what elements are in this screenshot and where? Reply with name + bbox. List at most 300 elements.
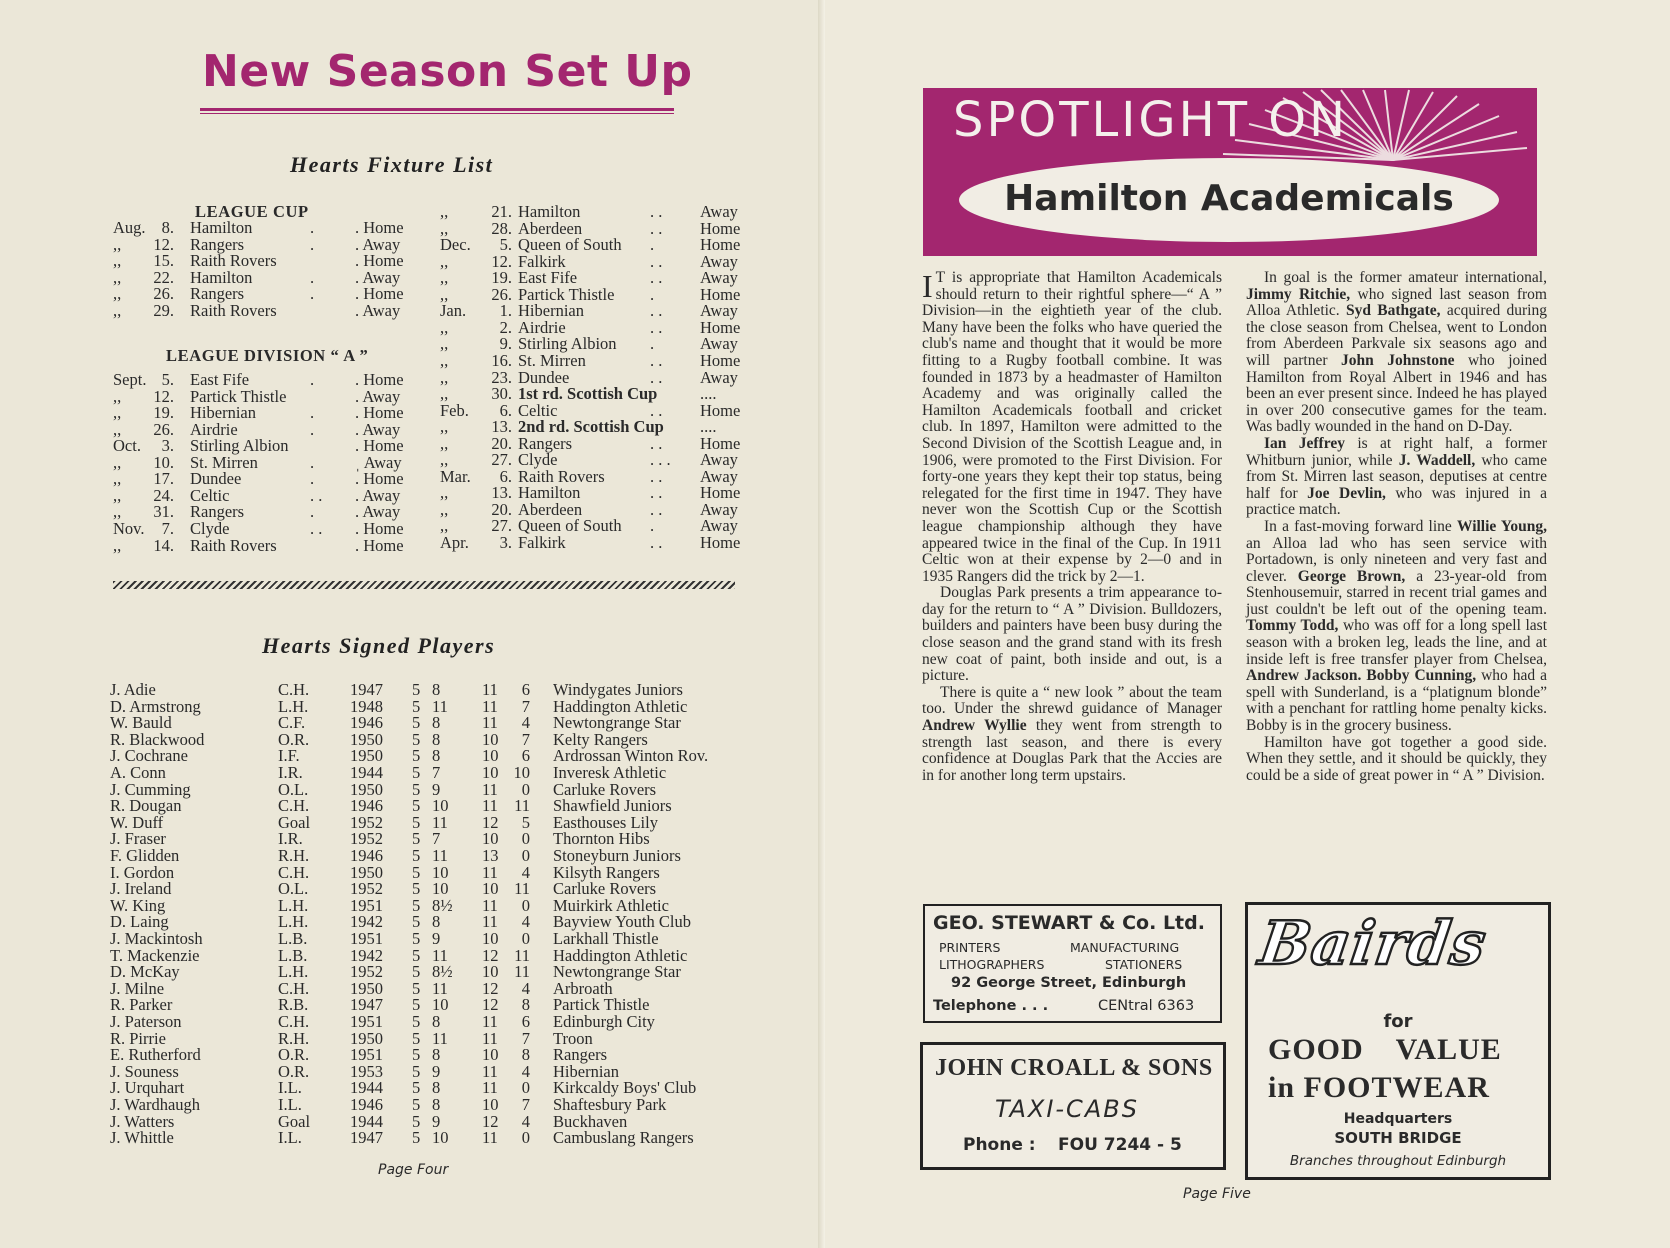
player-n: A. Conn	[110, 763, 166, 782]
player-ft: 5	[412, 763, 421, 782]
player-ft: 5	[412, 1028, 421, 1048]
fixture-leader: .	[310, 267, 315, 287]
player-st: 10	[482, 1095, 499, 1114]
fixture-month: Feb.	[440, 400, 469, 420]
player-p: R.H.	[278, 1028, 310, 1048]
player-y: 1952	[350, 812, 383, 832]
article-paragraph: Hamilton have got together a good side. When they settle, and it should be quickly, they could be a side of great power in “ A ” Division.	[1246, 733, 1547, 784]
player-ft: 5	[412, 895, 421, 915]
fixture-venue: Away	[700, 251, 738, 271]
player-y: 1947	[350, 995, 383, 1015]
fixture-team: East Fife	[190, 370, 250, 389]
player-ft: 5	[412, 713, 421, 733]
player-y: 1950	[350, 746, 383, 766]
bairds-line2: in FOOTWEAR	[1268, 1071, 1490, 1104]
fixture-leader: .	[310, 370, 315, 389]
player-c: Arbroath	[553, 978, 613, 998]
fixture-team: Aberdeen	[518, 218, 583, 238]
player-in: 8	[432, 1095, 441, 1114]
player-in: 8½	[432, 895, 453, 915]
player-st: 11	[482, 1128, 498, 1148]
player-in: 9	[432, 1111, 441, 1131]
fixture-month: ,,	[440, 334, 449, 354]
fixture-month: ,,	[440, 483, 449, 503]
player-in: 11	[432, 696, 448, 716]
player-p: I.R.	[278, 829, 303, 849]
fixture-leader: . .	[650, 251, 663, 271]
player-lb: 0	[521, 1128, 530, 1148]
fixture-team: Celtic	[518, 400, 558, 420]
fixture-venue: Away	[700, 202, 738, 221]
fixture-month: ,,	[440, 268, 449, 288]
player-lb: 11	[514, 962, 530, 982]
player-lb: 7	[521, 729, 530, 749]
fixture-leader: .	[650, 516, 655, 536]
player-st: 11	[482, 1078, 498, 1098]
croall-phone-label: Phone :	[963, 1135, 1036, 1155]
player-y: 1944	[350, 763, 383, 782]
page-title: New Season Set Up	[202, 46, 693, 97]
fixture-team: Queen of South	[518, 516, 622, 536]
fixture-venue: . Away	[355, 300, 401, 320]
player-c: Shaftesbury Park	[553, 1095, 667, 1114]
fixture-month: ,,	[113, 251, 122, 271]
player-lb: 5	[521, 812, 530, 832]
fixture-venue: . Away	[355, 485, 401, 505]
player-ft: 5	[412, 1012, 421, 1031]
fixture-team: 1st rd. Scottish Cup	[518, 384, 658, 404]
fixture-month: ,,	[113, 284, 122, 304]
fixture-venue: Home	[700, 284, 741, 304]
player-ft: 5	[412, 680, 421, 699]
fixture-month: ,,	[113, 234, 122, 254]
fixture-date: 23.	[491, 367, 512, 387]
player-p: I.R.	[278, 763, 303, 782]
fixture-leader: .	[650, 284, 655, 304]
fixture-venue: Away	[700, 466, 738, 486]
fixture-team: Clyde	[190, 518, 230, 538]
player-st: 13	[482, 846, 499, 865]
fixture-team: Queen of South	[518, 235, 622, 255]
fixture-month: ,,	[440, 450, 449, 470]
player-ft: 5	[412, 862, 421, 882]
fixture-venue: . Home	[355, 218, 404, 237]
player-p: L.B.	[278, 929, 308, 948]
title-rule	[200, 108, 674, 114]
player-lb: 4	[521, 1061, 530, 1081]
player-ft: 5	[412, 779, 421, 799]
player-n: J. Whittle	[110, 1128, 174, 1148]
fixture-month: Dec.	[440, 235, 471, 255]
player-c: Kilsyth Rangers	[553, 862, 660, 882]
fixture-leader: .	[310, 419, 315, 439]
fixture-date: 19.	[491, 268, 512, 288]
article-paragraph: Douglas Park presents a trim appearance to-day for the return to “ A ” Division. Bulldozers, builders and painters have been busy during the close season and the grand stand with its fresh new coat of paint, both inside and out, is a picture.	[922, 584, 1222, 685]
fixture-date: 29.	[153, 300, 174, 320]
fixture-date: 3.	[499, 533, 512, 552]
fixture-venue: Away	[700, 334, 738, 354]
player-lb: 6	[521, 1012, 530, 1031]
player-c: Carluke Rovers	[553, 879, 657, 899]
player-p: I.L.	[278, 1128, 302, 1148]
player-y: 1952	[350, 962, 383, 982]
fixture-venue: . Away	[355, 502, 401, 522]
player-y: 1946	[350, 846, 383, 865]
stewart-line1b: MANUFACTURING	[1070, 940, 1180, 955]
player-ft: 5	[412, 746, 421, 766]
stewart-line2a: LITHOGRAPHERS	[939, 957, 1045, 972]
player-st: 11	[482, 796, 498, 816]
fixture-month: ,,	[113, 386, 122, 406]
player-ft: 5	[412, 912, 421, 932]
player-p: C.H.	[278, 796, 310, 816]
banner-title: SPOTLIGHT ON	[953, 92, 1348, 148]
fixture-venue: Home	[700, 350, 741, 370]
player-ft: 5	[412, 879, 421, 899]
bairds-for: for	[1383, 1011, 1413, 1032]
player-st: 11	[482, 912, 498, 932]
player-ft: 5	[412, 1111, 421, 1131]
fixture-month: ,,	[113, 485, 122, 505]
player-st: 11	[482, 895, 498, 915]
bairds-line1: GOOD VALUE	[1268, 1033, 1502, 1066]
fixture-team: Rangers	[190, 284, 245, 304]
player-y: 1950	[350, 1028, 383, 1048]
fixture-venue: Home	[700, 433, 741, 453]
player-p: L.B.	[278, 945, 308, 965]
fixture-team: Raith Rovers	[190, 300, 277, 320]
player-p: O.L.	[278, 779, 309, 799]
player-y: 1952	[350, 829, 383, 849]
player-p: R.H.	[278, 846, 310, 865]
player-in: 9	[432, 1061, 441, 1081]
fixture-venue: ....	[700, 417, 717, 437]
player-in: 10	[432, 879, 449, 899]
fixture-date: 22.	[153, 267, 174, 287]
fixture-team: Hamilton	[518, 202, 581, 221]
fixture-venue: Home	[700, 483, 741, 503]
fixture-date: 15.	[153, 251, 174, 271]
player-y: 1946	[350, 796, 383, 816]
fixture-team: Raith Rovers	[518, 466, 605, 486]
player-in: 7	[432, 829, 441, 849]
player-ft: 5	[412, 1061, 421, 1081]
fixture-team: Stirling Albion	[190, 436, 289, 456]
fixture-venue: . Home	[355, 251, 404, 271]
player-y: 1950	[350, 862, 383, 882]
player-n: D. Armstrong	[110, 696, 201, 716]
player-p: C.H.	[278, 1012, 310, 1031]
player-c: Kirkcaldy Boys' Club	[553, 1078, 697, 1098]
player-st: 11	[482, 862, 498, 882]
player-n: R. Parker	[110, 995, 173, 1015]
player-in: 8	[432, 746, 441, 766]
player-y: 1951	[350, 895, 383, 915]
player-n: W. Bauld	[110, 713, 172, 733]
player-ft: 5	[412, 1045, 421, 1065]
fixture-date: 26.	[153, 284, 174, 304]
fixture-month: ,,	[113, 419, 122, 439]
bairds-hq: Headquarters	[1343, 1111, 1453, 1127]
player-p: I.F.	[278, 746, 300, 766]
player-c: Partick Thistle	[553, 995, 650, 1015]
fixture-team: Celtic	[190, 485, 230, 505]
fixture-date: 17.	[153, 469, 174, 489]
player-ft: 5	[412, 962, 421, 982]
fixture-month: ,,	[113, 403, 122, 423]
fixture-team: Partick Thistle	[518, 284, 615, 304]
player-lb: 8	[521, 1045, 530, 1065]
fixture-team: Hibernian	[190, 403, 256, 423]
player-y: 1951	[350, 1045, 383, 1065]
fixture-month: Aug.	[113, 218, 146, 237]
player-n: J. Paterson	[110, 1012, 182, 1031]
player-in: 11	[432, 846, 448, 865]
player-c: Haddington Athletic	[553, 945, 688, 965]
fixture-team: Airdrie	[190, 419, 238, 439]
fixture-venue: Away	[700, 268, 738, 288]
player-p: C.H.	[278, 978, 310, 998]
player-lb: 0	[521, 929, 530, 948]
player-lb: 0	[521, 846, 530, 865]
fixture-team: Partick Thistle	[190, 386, 287, 406]
player-c: Shawfield Juniors	[553, 796, 672, 816]
fixture-date: 12.	[153, 386, 174, 406]
fixture-month: ,,	[440, 218, 449, 238]
bairds-hq-location: SOUTH BRIDGE	[1334, 1129, 1462, 1147]
player-st: 11	[482, 1012, 498, 1031]
stewart-address: 92 George Street, Edinburgh	[951, 975, 1187, 991]
fixture-date: 19.	[153, 403, 174, 423]
fixture-date: 9.	[499, 334, 512, 354]
fixture-date: 5.	[499, 235, 512, 255]
fixture-venue: . Away	[355, 267, 401, 287]
fixture-venue: . Home	[355, 403, 404, 423]
player-ft: 5	[412, 812, 421, 832]
player-y: 1944	[350, 1111, 383, 1131]
fixture-team: Raith Rovers	[190, 535, 277, 555]
fixture-venue: . Home	[355, 518, 404, 538]
fixture-leader: . .	[650, 268, 663, 288]
player-p: I.L.	[278, 1078, 302, 1098]
player-lb: 4	[521, 1111, 530, 1131]
player-in: 10	[432, 862, 449, 882]
croall-phone: FOU 7244 - 5	[1058, 1135, 1182, 1155]
player-st: 10	[482, 1045, 499, 1065]
fixture-list-heading: Hearts Fixture List	[290, 152, 494, 177]
fixture-leader: .	[310, 502, 315, 522]
player-y: 1946	[350, 1095, 383, 1114]
player-y: 1951	[350, 929, 383, 948]
player-ft: 5	[412, 1095, 421, 1114]
player-st: 10	[482, 879, 499, 899]
fixture-date: 30.	[491, 384, 512, 404]
player-n: J. Milne	[110, 978, 165, 998]
spotlight-banner	[923, 88, 1537, 256]
fixture-date: 27.	[491, 450, 512, 470]
player-n: I. Gordon	[110, 862, 175, 882]
player-lb: 7	[521, 1028, 530, 1048]
fixture-month: ,,	[440, 350, 449, 370]
player-ft: 5	[412, 796, 421, 816]
fixture-date: 13.	[491, 483, 512, 503]
player-st: 10	[482, 763, 499, 782]
player-st: 12	[482, 995, 499, 1015]
fixture-venue: . Home	[355, 284, 404, 304]
fixture-leader: . .	[310, 518, 323, 538]
fixture-leader: .	[310, 469, 315, 489]
fixture-date: 3.	[161, 436, 174, 456]
player-p: O.R.	[278, 1045, 310, 1065]
fixture-leader: .	[310, 218, 315, 237]
fixture-leader: . .	[650, 367, 663, 387]
player-c: Edinburgh City	[553, 1012, 655, 1031]
fixture-leader: . .	[650, 533, 663, 552]
player-c: Easthouses Lily	[553, 812, 658, 832]
fixture-month: ,,	[440, 284, 449, 304]
fixture-venue: . Home	[355, 370, 404, 389]
player-st: 11	[482, 779, 498, 799]
fixture-leader: .	[650, 334, 655, 354]
fixture-month: Jan.	[440, 301, 467, 321]
player-st: 10	[482, 729, 499, 749]
fixture-month: ,,	[440, 516, 449, 536]
player-y: 1947	[350, 680, 383, 699]
player-c: Troon	[553, 1028, 593, 1048]
fixture-date: 12.	[491, 251, 512, 271]
fixture-team: Stirling Albion	[518, 334, 617, 354]
player-ft: 5	[412, 696, 421, 716]
stewart-line1a: PRINTERS	[939, 940, 1001, 955]
player-st: 12	[482, 945, 499, 965]
fixture-leader: . .	[650, 202, 663, 221]
player-in: 8½	[432, 962, 453, 982]
player-p: C.H.	[278, 862, 310, 882]
player-c: Carluke Rovers	[553, 779, 657, 799]
banner-oval	[959, 158, 1499, 242]
player-c: Bayview Youth Club	[553, 912, 691, 932]
player-c: Windygates Juniors	[553, 680, 683, 699]
fixture-date: 14.	[153, 535, 174, 555]
player-lb: 6	[521, 680, 530, 699]
player-st: 11	[482, 696, 498, 716]
player-lb: 0	[521, 895, 530, 915]
player-y: 1951	[350, 1012, 383, 1031]
fixture-month: ,,	[113, 469, 122, 489]
player-p: C.F.	[278, 713, 306, 733]
fixture-date: 20.	[491, 433, 512, 453]
player-y: 1947	[350, 1128, 383, 1148]
player-n: J. Mackintosh	[110, 929, 203, 948]
player-y: 1950	[350, 729, 383, 749]
fixture-venue: Away	[700, 450, 738, 470]
player-lb: 7	[521, 1095, 530, 1114]
fixture-month: ,,	[113, 267, 122, 287]
player-n: T. Mackenzie	[110, 945, 200, 965]
player-lb: 11	[514, 945, 530, 965]
player-st: 11	[482, 680, 498, 699]
fixture-month: ,,	[440, 251, 449, 271]
fixture-venue: . Away	[355, 419, 401, 439]
fixture-month: Oct.	[113, 436, 141, 456]
fixture-team: Dundee	[190, 469, 242, 489]
fixture-team: Dundee	[518, 367, 570, 387]
player-n: J. Wardhaugh	[110, 1095, 201, 1114]
fixture-date: 31.	[153, 502, 174, 522]
player-in: 8	[432, 912, 441, 932]
fixture-team: Hibernian	[518, 301, 584, 321]
fixture-team: Aberdeen	[518, 499, 583, 519]
player-st: 10	[482, 962, 499, 982]
fixture-venue: . Home	[355, 436, 404, 456]
player-ft: 5	[412, 929, 421, 948]
fixture-leader: .	[310, 452, 315, 472]
player-c: Stoneyburn Juniors	[553, 846, 681, 865]
fixture-leader: .	[310, 403, 315, 423]
fixture-month: ,,	[440, 499, 449, 519]
fixture-leader: . .	[650, 499, 663, 519]
fixture-month: ,,	[440, 202, 449, 221]
player-lb: 0	[521, 829, 530, 849]
player-p: R.B.	[278, 995, 309, 1015]
page-number: Page Four	[378, 1162, 449, 1178]
player-p: O.L.	[278, 879, 309, 899]
fixture-month: ,,	[440, 367, 449, 387]
player-n: J. Watters	[110, 1111, 175, 1131]
player-n: E. Rutherford	[110, 1045, 201, 1065]
fixture-date: 1.	[499, 301, 512, 321]
fixture-month: ,,	[440, 417, 449, 437]
player-in: 10	[432, 796, 449, 816]
fixture-venue: ˌ Away	[355, 452, 402, 472]
article-paragraph: Ian Jeffrey is at right half, a former Whitburn junior, while J. Waddell, who came from St. Mirren last season, deputises at centre half for Joe Devlin, who was injured in a practice match.	[1246, 434, 1547, 519]
fixture-venue: . Home	[355, 469, 404, 489]
page-four	[0, 0, 825, 1248]
player-y: 1942	[350, 912, 383, 932]
fixture-date: 10.	[153, 452, 174, 472]
fixture-leader: . .	[650, 317, 663, 337]
player-ft: 5	[412, 729, 421, 749]
stewart-name: GEO. STEWART & Co. Ltd.	[933, 912, 1205, 934]
player-n: D. Laing	[110, 912, 169, 932]
player-lb: 0	[521, 1078, 530, 1098]
player-st: 10	[482, 929, 499, 948]
fixture-date: 16.	[491, 350, 512, 370]
fixture-venue: Away	[700, 301, 738, 321]
fixture-venue: Home	[700, 235, 741, 255]
player-p: O.R.	[278, 729, 310, 749]
player-c: Larkhall Thistle	[553, 929, 659, 948]
fixture-venue: ....	[700, 384, 717, 404]
league-cup-heading: LEAGUE CUP	[195, 202, 309, 221]
player-st: 12	[482, 978, 499, 998]
fixture-month: Apr.	[440, 533, 469, 552]
player-lb: 10	[513, 763, 530, 782]
player-c: Kelty Rangers	[553, 729, 648, 749]
player-n: J. Souness	[110, 1061, 179, 1081]
league-division-heading: LEAGUE DIVISION “ A ”	[166, 346, 369, 365]
player-lb: 7	[521, 696, 530, 716]
player-in: 9	[432, 779, 441, 799]
page-number-right: Page Five	[1183, 1186, 1251, 1202]
fixture-venue: Away	[700, 516, 738, 536]
fixture-team: 2nd rd. Scottish Cup	[518, 417, 664, 437]
player-y: 1950	[350, 779, 383, 799]
player-y: 1950	[350, 978, 383, 998]
fixture-venue: Home	[700, 317, 741, 337]
player-st: 12	[482, 812, 499, 832]
player-in: 8	[432, 680, 441, 699]
